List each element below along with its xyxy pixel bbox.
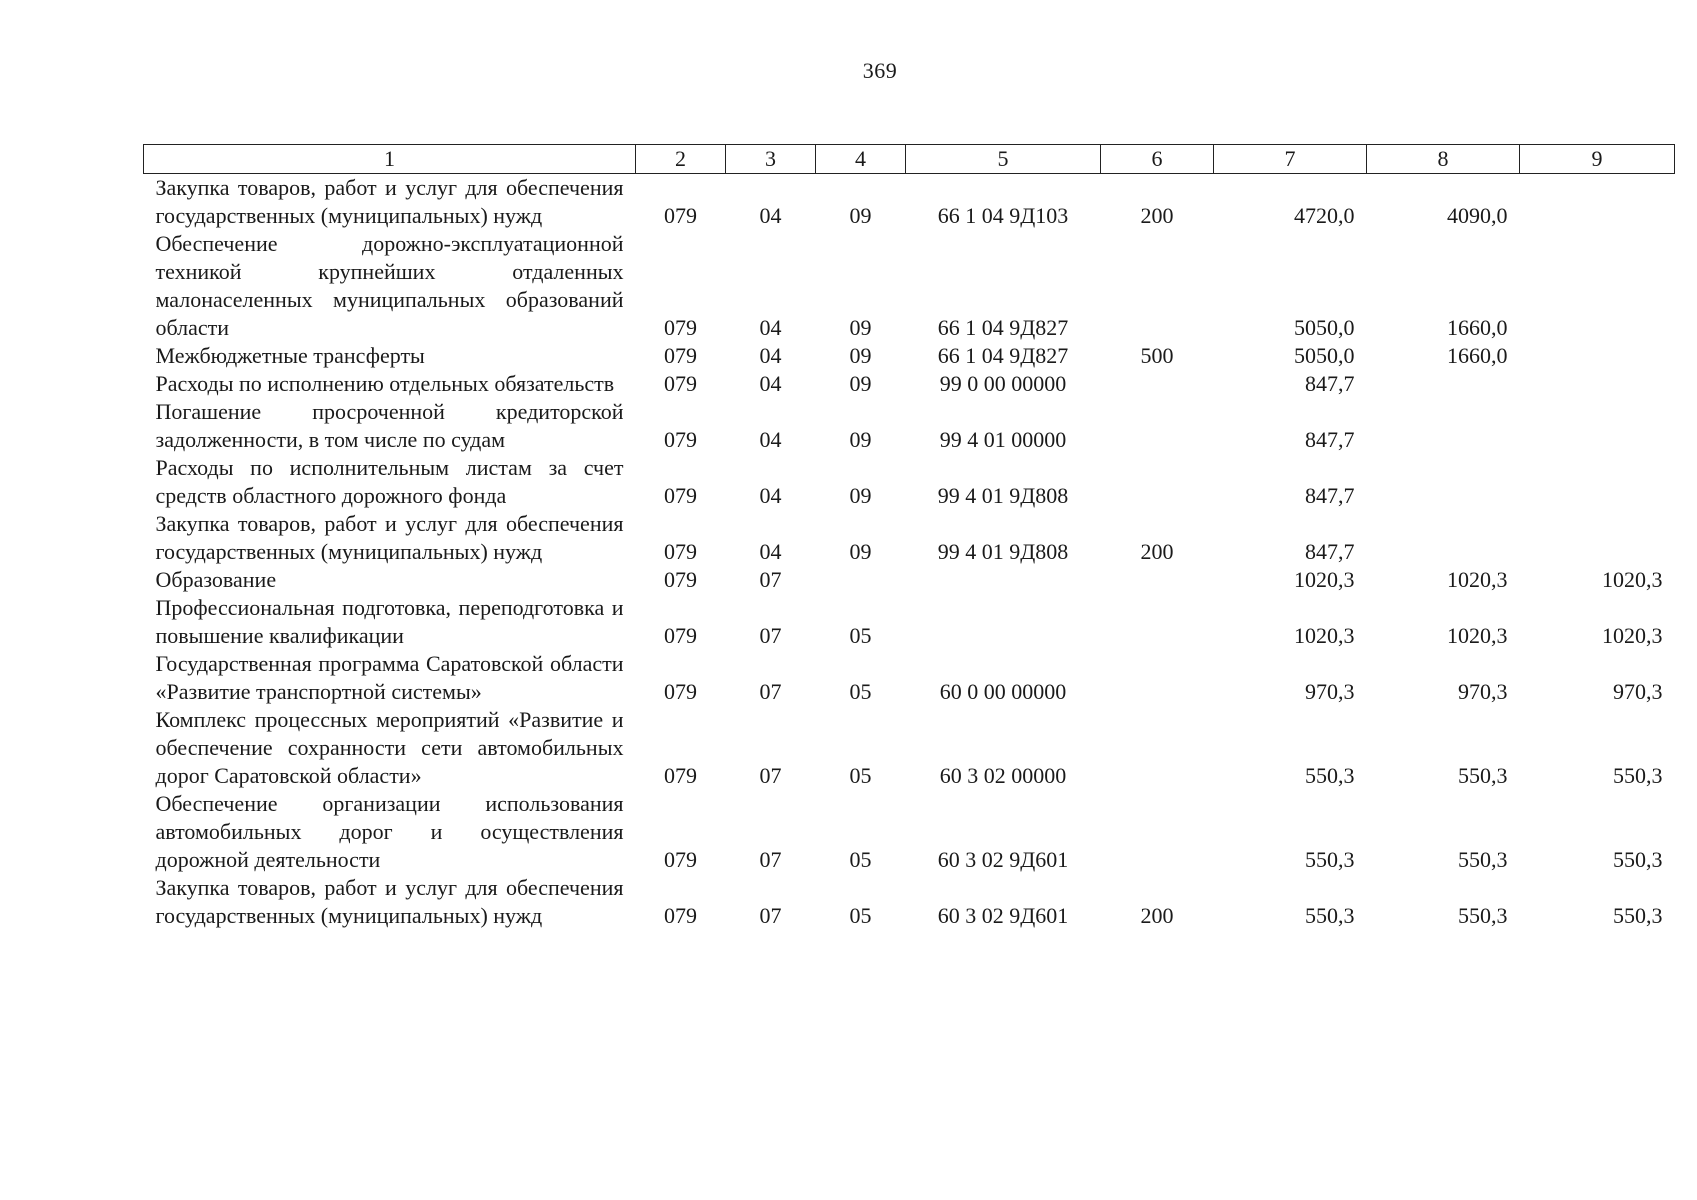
cell-code-6: 200 [1140,903,1174,928]
cell-code-6 [1101,594,1214,650]
cell-code-3: 04 [759,427,782,452]
cell-code-2: 079 [664,763,697,788]
cell-amount-7: 847,7 [1305,539,1355,564]
row-name [144,874,636,930]
row-name-text: Обеспечение организации использования автомобильных дорог и осуществления дорожной деятельности [155,791,624,872]
cell-code-5 [906,566,1101,594]
cell-amount-8: 1660,0 [1447,315,1508,340]
cell-code-2: 079 [664,427,697,452]
cell-code-6 [1101,790,1214,874]
row-name-text: Погашение просроченной кредиторской задолженности, в том числе по судам [155,399,624,452]
cell-code-2: 079 [664,567,697,592]
cell-code-6 [1101,454,1214,510]
cell-code-4: 09 [849,315,872,340]
cell-amount-8: 4090,0 [1447,203,1508,228]
cell-code-5: 99 4 01 9Д808 [937,539,1069,564]
row-name [144,650,636,706]
cell-code-3: 04 [759,371,782,396]
cell-code-4: 09 [849,203,872,228]
cell-code-5: 60 0 00 00000 [939,679,1067,704]
budget-table [143,144,1675,930]
column-header-9: 9 [1520,145,1675,174]
cell-amount-8: 1020,3 [1447,623,1508,648]
cell-code-6 [1101,566,1214,594]
cell-amount-8 [1367,398,1520,454]
row-name-text: Закупка товаров, работ и услуг для обеспечения государственных (муниципальных) нужд [155,511,624,564]
cell-code-6 [1101,398,1214,454]
header-row [144,145,1675,174]
cell-code-2: 079 [664,203,697,228]
cell-amount-9 [1520,398,1675,454]
table-row [144,454,1675,510]
column-header-6: 6 [1101,145,1214,174]
column-header-3: 3 [726,145,816,174]
cell-amount-9 [1520,454,1675,510]
cell-code-3: 07 [759,679,782,704]
table-row [144,398,1675,454]
cell-code-5: 66 1 04 9Д827 [937,315,1069,340]
cell-amount-7: 1020,3 [1294,623,1355,648]
table-row [144,650,1675,706]
cell-amount-8: 970,3 [1458,679,1508,704]
cell-amount-7: 847,7 [1305,427,1355,452]
cell-code-6: 500 [1140,343,1174,368]
cell-amount-9 [1520,342,1675,370]
row-name [144,230,636,342]
cell-code-3: 04 [759,315,782,340]
table-row [144,594,1675,650]
cell-code-3: 07 [759,567,782,592]
cell-amount-8: 1020,3 [1447,567,1508,592]
cell-amount-7: 550,3 [1305,903,1355,928]
cell-code-6 [1101,706,1214,790]
cell-code-4: 09 [849,371,872,396]
row-name-text: Комплекс процессных мероприятий «Развитие и обеспечение сохранности сети автомобильных дорог Саратовской области» [155,707,624,788]
cell-code-4: 05 [849,847,872,872]
table-row [144,342,1675,370]
cell-code-5: 99 0 00 00000 [939,371,1067,396]
cell-amount-8 [1367,454,1520,510]
table-row [144,706,1675,790]
cell-amount-8: 550,3 [1458,847,1508,872]
row-name [144,566,636,594]
row-name [144,510,636,566]
cell-amount-9: 1020,3 [1602,567,1663,592]
cell-amount-9: 550,3 [1613,847,1663,872]
cell-amount-9: 1020,3 [1602,623,1663,648]
column-header-5: 5 [906,145,1101,174]
cell-code-2: 079 [664,483,697,508]
cell-code-3: 07 [759,847,782,872]
cell-code-6: 200 [1140,539,1174,564]
cell-code-3: 07 [759,623,782,648]
table-row [144,790,1675,874]
row-name-text: Государственная программа Саратовской области «Развитие транспортной системы» [155,651,624,704]
cell-amount-9 [1520,510,1675,566]
cell-amount-7: 5050,0 [1294,343,1355,368]
row-name-text: Образование [155,567,277,592]
row-name-text: Расходы по исполнительным листам за счет средств областного дорожного фонда [155,455,624,508]
cell-code-5 [906,594,1101,650]
cell-code-4 [816,566,906,594]
cell-code-2: 079 [664,343,697,368]
cell-amount-9 [1520,230,1675,342]
cell-code-4: 05 [849,903,872,928]
row-name [144,454,636,510]
cell-code-2: 079 [664,679,697,704]
cell-amount-8 [1367,510,1520,566]
cell-amount-9: 970,3 [1613,679,1663,704]
table-body [144,174,1675,931]
cell-code-6: 200 [1140,203,1174,228]
cell-amount-7: 5050,0 [1294,315,1355,340]
cell-amount-7: 847,7 [1305,371,1355,396]
cell-code-5: 66 1 04 9Д103 [937,203,1069,228]
cell-code-5: 60 3 02 9Д601 [937,847,1069,872]
table-row [144,230,1675,342]
table-row [144,566,1675,594]
cell-amount-7: 847,7 [1305,483,1355,508]
cell-amount-9: 550,3 [1613,903,1663,928]
cell-amount-7: 4720,0 [1294,203,1355,228]
cell-code-6 [1101,650,1214,706]
column-header-7: 7 [1214,145,1367,174]
cell-code-5: 60 3 02 00000 [939,763,1067,788]
row-name [144,706,636,790]
row-name [144,174,636,231]
row-name-text: Закупка товаров, работ и услуг для обеспечения государственных (муниципальных) нужд [155,175,624,228]
cell-amount-9 [1520,174,1675,231]
cell-code-2: 079 [664,623,697,648]
table-row [144,370,1675,398]
cell-code-4: 05 [849,763,872,788]
row-name [144,790,636,874]
row-name-text: Профессиональная подготовка, переподготовка и повышение квалификации [155,595,624,648]
cell-code-5: 99 4 01 00000 [939,427,1067,452]
cell-code-4: 09 [849,483,872,508]
column-header-1: 1 [144,145,636,174]
row-name [144,398,636,454]
cell-code-3: 04 [759,483,782,508]
cell-amount-7: 550,3 [1305,763,1355,788]
cell-code-6 [1101,230,1214,342]
cell-amount-8 [1367,370,1520,398]
row-name-text: Закупка товаров, работ и услуг для обеспечения государственных (муниципальных) нужд [155,875,624,928]
cell-code-3: 07 [759,763,782,788]
cell-amount-8: 550,3 [1458,903,1508,928]
cell-code-5: 99 4 01 9Д808 [937,483,1069,508]
cell-code-4: 09 [849,427,872,452]
cell-code-6 [1101,370,1214,398]
page-number: 369 [862,58,898,83]
cell-code-4: 09 [849,539,872,564]
cell-amount-9: 550,3 [1613,763,1663,788]
row-name-text: Обеспечение дорожно-эксплуатационной техникой крупнейших отдаленных малонаселенных муниципальных образований области [155,231,624,340]
cell-code-2: 079 [664,903,697,928]
cell-amount-9 [1520,370,1675,398]
column-header-8: 8 [1367,145,1520,174]
cell-amount-7: 550,3 [1305,847,1355,872]
table-row [144,174,1675,231]
column-header-4: 4 [816,145,906,174]
cell-code-3: 04 [759,539,782,564]
cell-amount-8: 1660,0 [1447,343,1508,368]
cell-code-5: 60 3 02 9Д601 [937,903,1069,928]
cell-code-4: 05 [849,679,872,704]
cell-code-2: 079 [664,847,697,872]
row-name [144,594,636,650]
table-row [144,874,1675,930]
row-name-text: Расходы по исполнению отдельных обязательств [155,371,615,396]
cell-amount-7: 1020,3 [1294,567,1355,592]
row-name-text: Межбюджетные трансферты [155,343,425,368]
row-name [144,342,636,370]
cell-amount-8: 550,3 [1458,763,1508,788]
cell-code-4: 09 [849,343,872,368]
cell-code-2: 079 [664,315,697,340]
cell-code-5: 66 1 04 9Д827 [937,343,1069,368]
cell-amount-7: 970,3 [1305,679,1355,704]
table-row [144,510,1675,566]
column-header-2: 2 [636,145,726,174]
cell-code-2: 079 [664,371,697,396]
cell-code-3: 07 [759,903,782,928]
cell-code-3: 04 [759,343,782,368]
row-name [144,370,636,398]
cell-code-3: 04 [759,203,782,228]
cell-code-2: 079 [664,539,697,564]
cell-code-4: 05 [849,623,872,648]
